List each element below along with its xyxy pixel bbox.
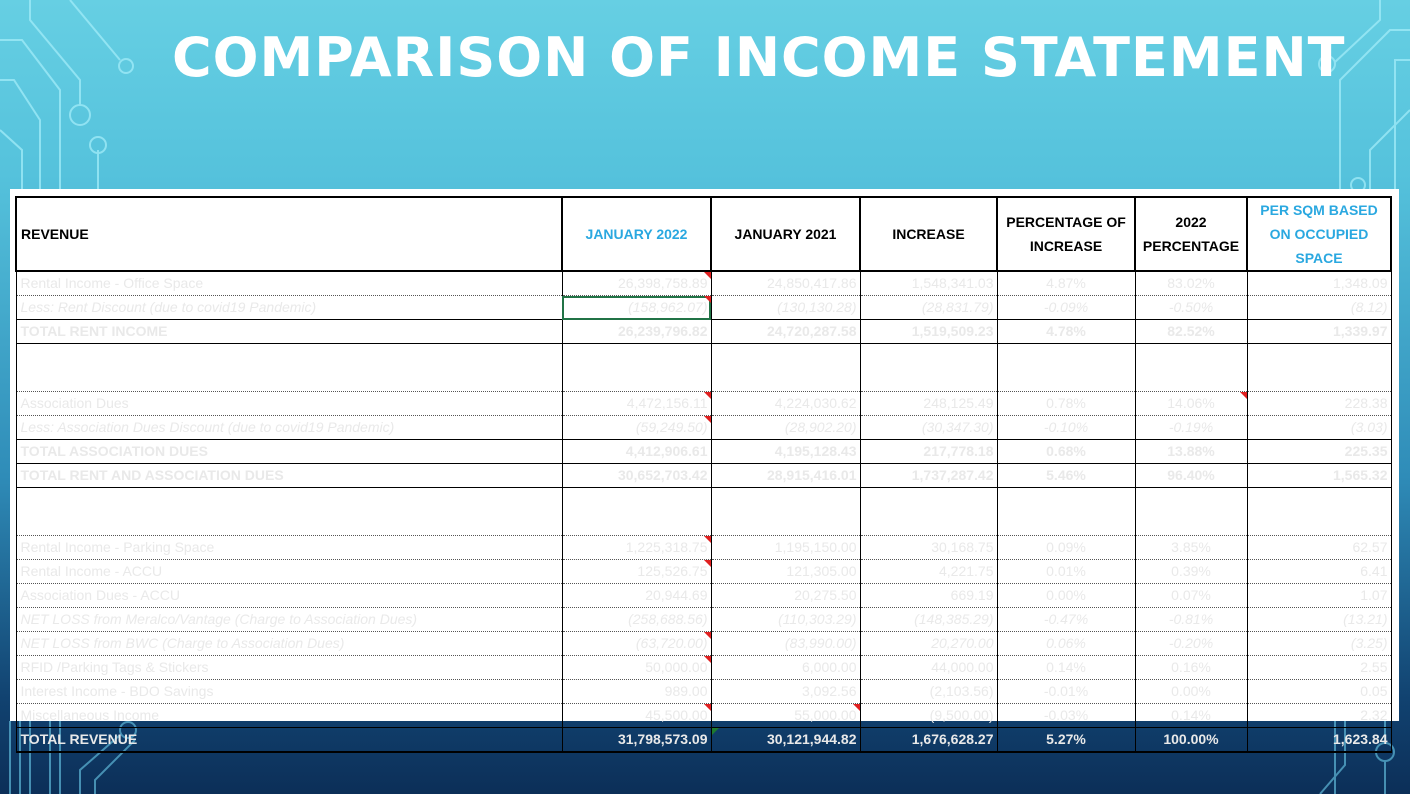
cell-increase-text: 20,270.00 xyxy=(931,635,994,651)
cell-percentage-of-increase[interactable] xyxy=(997,704,1135,728)
cell-percentage-of-increase[interactable] xyxy=(997,416,1135,440)
table-row xyxy=(16,416,1391,440)
cell-per-sqm[interactable] xyxy=(1247,584,1391,608)
cell-increase-text: 4,221.75 xyxy=(939,563,994,579)
cell-percentage-of-increase-text: -0.03% xyxy=(1043,707,1089,723)
cell-january-2022-text: (59,249.50) xyxy=(635,419,708,435)
cell-increase[interactable] xyxy=(860,320,997,344)
cell-per-sqm[interactable] xyxy=(1247,680,1391,704)
cell-january-2022-text: 1,225,318.75 xyxy=(625,539,708,555)
cell-percentage-of-increase[interactable] xyxy=(997,320,1135,344)
cell-per-sqm[interactable] xyxy=(1247,320,1391,344)
cell-increase-text: (148,385.29) xyxy=(914,611,994,627)
cell-january-2022[interactable] xyxy=(562,656,711,680)
row-label-text: Rental Income - Office Space xyxy=(20,275,204,291)
cell-increase-text: (30,347.30) xyxy=(921,419,994,435)
cell-per-sqm-text: (3.03) xyxy=(1350,419,1388,435)
cell-2022-percentage-text: 0.14% xyxy=(1171,707,1211,723)
cell-increase[interactable] xyxy=(860,728,997,753)
row-label-text: TOTAL REVENUE xyxy=(20,731,138,747)
row-label[interactable] xyxy=(16,392,562,416)
cell-per-sqm-text: 1,623.84 xyxy=(1333,731,1388,747)
cell-january-2022-text: 30,652,703.42 xyxy=(617,467,708,483)
cell-january-2021[interactable] xyxy=(711,488,860,536)
row-label-text: Rental Income - ACCU xyxy=(20,563,163,579)
cell-january-2021[interactable] xyxy=(711,680,860,704)
table-row xyxy=(16,584,1391,608)
cell-increase[interactable] xyxy=(860,392,997,416)
cell-january-2021[interactable] xyxy=(711,536,860,560)
cell-2022-percentage[interactable] xyxy=(1135,488,1247,536)
cell-per-sqm-text: 228.38 xyxy=(1344,395,1388,411)
cell-january-2022[interactable] xyxy=(562,464,711,488)
cell-percentage-of-increase-text: 0.14% xyxy=(1046,659,1086,675)
cell-percentage-of-increase-text: 0.06% xyxy=(1046,635,1086,651)
cell-january-2022[interactable] xyxy=(562,560,711,584)
table-row xyxy=(16,320,1391,344)
row-label-text: Miscellaneous Income xyxy=(20,707,160,723)
cell-2022-percentage[interactable] xyxy=(1135,344,1247,392)
cell-percentage-of-increase[interactable] xyxy=(997,344,1135,392)
income-statement-table xyxy=(15,196,1392,753)
row-label-text: TOTAL RENT INCOME xyxy=(20,323,168,339)
row-label-text: TOTAL ASSOCIATION DUES xyxy=(20,443,208,459)
cell-percentage-of-increase[interactable] xyxy=(997,296,1135,320)
cell-per-sqm-text: (13.21) xyxy=(1343,611,1388,627)
cell-january-2021[interactable] xyxy=(711,392,860,416)
cell-january-2022[interactable] xyxy=(562,416,711,440)
cell-2022-percentage-text: -0.81% xyxy=(1168,611,1214,627)
cell-percentage-of-increase[interactable] xyxy=(997,440,1135,464)
row-label[interactable] xyxy=(16,320,562,344)
cell-percentage-of-increase-text: 0.00% xyxy=(1046,587,1086,603)
cell-2022-percentage-text: -0.20% xyxy=(1168,635,1214,651)
cell-january-2021[interactable] xyxy=(711,704,860,728)
row-label[interactable] xyxy=(16,344,562,392)
table-row xyxy=(16,488,1391,536)
header-percentage-of-increase[interactable]: PERCENTAGE OF INCREASE xyxy=(997,197,1135,271)
cell-percentage-of-increase-text: 0.01% xyxy=(1046,563,1086,579)
cell-january-2022[interactable] xyxy=(562,704,711,728)
row-label-text: Association Dues - ACCU xyxy=(20,587,181,603)
cell-increase-text: 1,548,341.03 xyxy=(911,275,994,291)
row-label-text: TOTAL RENT AND ASSOCIATION DUES xyxy=(20,467,284,483)
row-label[interactable] xyxy=(16,416,562,440)
cell-increase[interactable] xyxy=(860,632,997,656)
cell-january-2021-text: 4,195,128.43 xyxy=(774,443,857,459)
table-row xyxy=(16,680,1391,704)
cell-per-sqm[interactable] xyxy=(1247,704,1391,728)
comment-indicator-icon[interactable] xyxy=(704,392,711,399)
header-january-2021[interactable]: JANUARY 2021 xyxy=(711,197,860,271)
row-label-text: NET LOSS from BWC (Charge to Association Dues) xyxy=(20,635,345,651)
cell-2022-percentage-text: 0.07% xyxy=(1171,587,1211,603)
cell-january-2021[interactable] xyxy=(711,632,860,656)
cell-january-2022[interactable] xyxy=(562,392,711,416)
table-header-row xyxy=(16,197,1391,271)
cell-2022-percentage-text: 0.39% xyxy=(1171,563,1211,579)
cell-january-2021[interactable] xyxy=(711,296,860,320)
cell-increase[interactable] xyxy=(860,608,997,632)
cell-increase-text: 248,125.49 xyxy=(923,395,994,411)
cell-january-2021[interactable] xyxy=(711,560,860,584)
row-label[interactable] xyxy=(16,728,562,753)
cell-percentage-of-increase-text: 5.27% xyxy=(1046,731,1086,747)
row-label[interactable] xyxy=(16,488,562,536)
header-2022-percentage[interactable]: 2022 PERCENTAGE xyxy=(1135,197,1247,271)
row-label[interactable] xyxy=(16,536,562,560)
cell-january-2022[interactable] xyxy=(562,632,711,656)
row-label[interactable] xyxy=(16,560,562,584)
cell-2022-percentage[interactable] xyxy=(1135,656,1247,680)
header-increase[interactable]: INCREASE xyxy=(860,197,997,271)
cell-january-2022-text: 50,000.00 xyxy=(645,659,708,675)
cell-per-sqm-text: (8.12) xyxy=(1350,299,1388,315)
cell-per-sqm[interactable] xyxy=(1247,656,1391,680)
cell-january-2021[interactable] xyxy=(711,440,860,464)
cell-january-2022-text: 125,526.75 xyxy=(637,563,708,579)
cell-january-2022[interactable] xyxy=(562,296,711,320)
comment-indicator-icon[interactable] xyxy=(704,560,711,567)
cell-per-sqm-text: 1.07 xyxy=(1360,587,1388,603)
cell-percentage-of-increase-text: 0.78% xyxy=(1046,395,1086,411)
cell-per-sqm-text: 2.32 xyxy=(1360,707,1388,723)
cell-percentage-of-increase-text: 0.09% xyxy=(1046,539,1086,555)
cell-per-sqm[interactable] xyxy=(1247,488,1391,536)
cell-per-sqm-text: 1,348.09 xyxy=(1333,275,1388,291)
cell-per-sqm-text: 6.41 xyxy=(1360,563,1388,579)
cell-per-sqm[interactable] xyxy=(1247,560,1391,584)
cell-january-2022[interactable] xyxy=(562,680,711,704)
cell-percentage-of-increase[interactable] xyxy=(997,608,1135,632)
cell-percentage-of-increase[interactable] xyxy=(997,680,1135,704)
cell-per-sqm[interactable] xyxy=(1247,344,1391,392)
cell-january-2022-text: 989.00 xyxy=(664,683,708,699)
cell-percentage-of-increase-text: -0.10% xyxy=(1043,419,1089,435)
cell-2022-percentage[interactable] xyxy=(1135,392,1247,416)
cell-increase-text: (2,103.56) xyxy=(929,683,994,699)
cell-january-2022-text: 4,412,906.61 xyxy=(625,443,708,459)
cell-per-sqm[interactable] xyxy=(1247,271,1391,296)
cell-per-sqm-text: (3.25) xyxy=(1350,635,1388,651)
cell-increase[interactable] xyxy=(860,296,997,320)
cell-january-2021-text: 30,121,944.82 xyxy=(766,731,857,747)
cell-january-2021[interactable] xyxy=(711,416,860,440)
cell-increase[interactable] xyxy=(860,536,997,560)
cell-per-sqm[interactable] xyxy=(1247,632,1391,656)
table-row xyxy=(16,271,1391,296)
cell-increase-text: 30,168.75 xyxy=(931,539,994,555)
comment-indicator-icon[interactable] xyxy=(704,656,711,663)
cell-2022-percentage[interactable] xyxy=(1135,560,1247,584)
cell-increase[interactable] xyxy=(860,271,997,296)
cell-2022-percentage[interactable] xyxy=(1135,440,1247,464)
cell-january-2022[interactable] xyxy=(562,320,711,344)
row-label[interactable] xyxy=(16,680,562,704)
cell-january-2021[interactable] xyxy=(711,271,860,296)
cell-january-2021-text: 3,092.56 xyxy=(802,683,857,699)
cell-january-2022-text: 4,472,156.11 xyxy=(626,395,708,411)
table-row xyxy=(16,464,1391,488)
cell-percentage-of-increase-text: 4.87% xyxy=(1046,275,1086,291)
cell-percentage-of-increase[interactable] xyxy=(997,584,1135,608)
row-label-text: Association Dues xyxy=(20,395,129,411)
cell-2022-percentage-text: 14.06% xyxy=(1167,395,1215,411)
cell-january-2021-text: (130,130.28) xyxy=(777,299,857,315)
row-label-text: Rental Income - Parking Space xyxy=(20,539,215,555)
cell-2022-percentage-text: 13.88% xyxy=(1167,443,1215,459)
cell-january-2021-text: 28,915,416.01 xyxy=(766,467,857,483)
cell-2022-percentage[interactable] xyxy=(1135,632,1247,656)
row-label[interactable] xyxy=(16,440,562,464)
cell-2022-percentage[interactable] xyxy=(1135,320,1247,344)
cell-percentage-of-increase[interactable] xyxy=(997,728,1135,753)
cell-increase[interactable] xyxy=(860,440,997,464)
cell-increase-text: 1,737,287.42 xyxy=(911,467,994,483)
cell-per-sqm-text: 1,565.32 xyxy=(1333,467,1388,483)
cell-january-2021-text: 4,224,030.62 xyxy=(774,395,857,411)
row-label[interactable] xyxy=(16,584,562,608)
cell-increase-text: 44,000.00 xyxy=(931,659,994,675)
cell-january-2022[interactable] xyxy=(562,440,711,464)
cell-per-sqm[interactable] xyxy=(1247,608,1391,632)
cell-increase[interactable] xyxy=(860,584,997,608)
comment-indicator-icon[interactable] xyxy=(704,296,711,303)
header-per-sqm[interactable]: PER SQM BASED ON OCCUPIED SPACE xyxy=(1247,197,1391,271)
header-revenue[interactable]: REVENUE xyxy=(16,197,562,271)
cell-percentage-of-increase[interactable] xyxy=(997,656,1135,680)
comment-indicator-icon[interactable] xyxy=(704,416,711,423)
cell-2022-percentage-text: 0.00% xyxy=(1171,683,1211,699)
slide-title: COMPARISON OF INCOME STATEMENT xyxy=(172,26,1346,89)
cell-january-2022-text: 31,798,573.09 xyxy=(617,731,708,747)
row-label-text: Interest Income - BDO Savings xyxy=(20,683,214,699)
cell-january-2022-text: 26,398,758.89 xyxy=(617,275,708,291)
cell-january-2021[interactable] xyxy=(711,464,860,488)
cell-january-2021-text: 20,275.50 xyxy=(794,587,857,603)
cell-per-sqm-text: 225.35 xyxy=(1344,443,1388,459)
cell-increase-text: (9,500.00) xyxy=(929,707,994,723)
cell-january-2022[interactable] xyxy=(562,608,711,632)
cell-january-2022[interactable] xyxy=(562,488,711,536)
cell-percentage-of-increase-text: 5.46% xyxy=(1046,467,1086,483)
cell-percentage-of-increase[interactable] xyxy=(997,536,1135,560)
table-row xyxy=(16,728,1391,753)
cell-increase-text: 1,676,628.27 xyxy=(911,731,994,747)
cell-january-2021-text: (110,303.29) xyxy=(778,611,857,627)
cell-january-2021-text: 1,195,150.00 xyxy=(774,539,857,555)
income-statement-card xyxy=(10,189,1399,747)
cell-percentage-of-increase[interactable] xyxy=(997,632,1135,656)
cell-per-sqm[interactable] xyxy=(1247,416,1391,440)
cell-2022-percentage[interactable] xyxy=(1135,416,1247,440)
cell-percentage-of-increase[interactable] xyxy=(997,392,1135,416)
cell-per-sqm-text: 1,339.97 xyxy=(1333,323,1388,339)
cell-2022-percentage-text: 100.00% xyxy=(1163,731,1219,747)
cell-percentage-of-increase-text: -0.01% xyxy=(1043,683,1089,699)
cell-per-sqm-text: 62.57 xyxy=(1352,539,1388,555)
row-label-text: Less: Rent Discount (due to covid19 Pandemic) xyxy=(20,299,317,315)
cell-january-2022[interactable] xyxy=(562,271,711,296)
cell-per-sqm[interactable] xyxy=(1247,296,1391,320)
cell-2022-percentage-text: 82.52% xyxy=(1167,323,1215,339)
cell-increase[interactable] xyxy=(860,464,997,488)
cell-percentage-of-increase[interactable] xyxy=(997,271,1135,296)
cell-2022-percentage[interactable] xyxy=(1135,680,1247,704)
table-row xyxy=(16,608,1391,632)
cell-january-2022-text: (258,688.56) xyxy=(628,611,708,627)
cell-january-2022[interactable] xyxy=(562,584,711,608)
cell-increase[interactable] xyxy=(860,560,997,584)
cell-increase[interactable] xyxy=(860,704,997,728)
cell-january-2022[interactable] xyxy=(562,536,711,560)
cell-per-sqm[interactable] xyxy=(1247,440,1391,464)
cell-january-2021-text: (83,990.00) xyxy=(784,635,857,651)
cell-percentage-of-increase[interactable] xyxy=(997,560,1135,584)
row-label[interactable] xyxy=(16,271,562,296)
cell-january-2021[interactable] xyxy=(711,584,860,608)
cell-january-2021-text: 121,305.00 xyxy=(786,563,857,579)
cell-2022-percentage[interactable] xyxy=(1135,271,1247,296)
cell-january-2021-text: 24,720,287.58 xyxy=(766,323,857,339)
cell-percentage-of-increase[interactable] xyxy=(997,464,1135,488)
cell-per-sqm-text: 0.05 xyxy=(1360,683,1388,699)
cell-per-sqm-text: 2.55 xyxy=(1360,659,1388,675)
cell-2022-percentage-text: 83.02% xyxy=(1167,275,1215,291)
cell-january-2021[interactable] xyxy=(711,656,860,680)
table-row xyxy=(16,440,1391,464)
table-row xyxy=(16,392,1391,416)
cell-per-sqm[interactable] xyxy=(1247,392,1391,416)
cell-january-2021[interactable] xyxy=(711,728,860,753)
cell-2022-percentage-text: 3.85% xyxy=(1171,539,1211,555)
comment-indicator-icon[interactable] xyxy=(704,704,711,711)
table-row xyxy=(16,296,1391,320)
cell-increase[interactable] xyxy=(860,344,997,392)
cell-2022-percentage-text: 0.16% xyxy=(1171,659,1211,675)
cell-january-2022-text: (63,720.00) xyxy=(635,635,708,651)
cell-january-2021[interactable] xyxy=(711,608,860,632)
cell-increase[interactable] xyxy=(860,656,997,680)
table-row xyxy=(16,704,1391,728)
cell-2022-percentage-text: -0.50% xyxy=(1168,299,1214,315)
cell-2022-percentage[interactable] xyxy=(1135,728,1247,753)
row-label-text: Less: Association Dues Discount (due to covid19 Pandemic) xyxy=(20,419,395,435)
cell-increase[interactable] xyxy=(860,680,997,704)
cell-percentage-of-increase-text: -0.09% xyxy=(1043,299,1089,315)
cell-percentage-of-increase-text: 4.78% xyxy=(1046,323,1086,339)
cell-january-2022-text: 45,500.00 xyxy=(645,707,708,723)
cell-january-2022[interactable] xyxy=(562,344,711,392)
row-label[interactable] xyxy=(16,632,562,656)
row-label[interactable] xyxy=(16,704,562,728)
row-label-text: RFID /Parking Tags & Stickers xyxy=(20,659,209,675)
row-label[interactable] xyxy=(16,656,562,680)
cell-per-sqm[interactable] xyxy=(1247,728,1391,753)
header-january-2022[interactable]: JANUARY 2022 xyxy=(562,197,711,271)
error-indicator-icon[interactable] xyxy=(712,728,719,735)
cell-2022-percentage[interactable] xyxy=(1135,464,1247,488)
cell-january-2022-text: 20,944.69 xyxy=(645,587,708,603)
table-row xyxy=(16,344,1391,392)
row-label[interactable] xyxy=(16,296,562,320)
cell-2022-percentage-text: -0.19% xyxy=(1168,419,1214,435)
cell-percentage-of-increase[interactable] xyxy=(997,488,1135,536)
cell-january-2021-text: (28,902.20) xyxy=(784,419,857,435)
table-row xyxy=(16,632,1391,656)
cell-2022-percentage-text: 96.40% xyxy=(1167,467,1215,483)
comment-indicator-icon[interactable] xyxy=(704,272,711,279)
cell-january-2022-text: (158,962.07) xyxy=(628,299,708,315)
cell-january-2021[interactable] xyxy=(711,344,860,392)
cell-2022-percentage[interactable] xyxy=(1135,704,1247,728)
row-label-text: NET LOSS from Meralco/Vantage (Charge to Association Dues) xyxy=(20,611,418,627)
table-row xyxy=(16,656,1391,680)
cell-2022-percentage[interactable] xyxy=(1135,584,1247,608)
cell-january-2022[interactable] xyxy=(562,728,711,753)
cell-increase-text: 669.19 xyxy=(950,587,994,603)
comment-indicator-icon[interactable] xyxy=(704,536,711,543)
row-label[interactable] xyxy=(16,608,562,632)
comment-indicator-icon[interactable] xyxy=(853,704,860,711)
cell-january-2022-text: 26,239,796.82 xyxy=(617,323,708,339)
comment-indicator-icon[interactable] xyxy=(1240,392,1247,399)
cell-increase-text: 1,519,509.23 xyxy=(911,323,994,339)
table-row xyxy=(16,536,1391,560)
cell-january-2021-text: 55,000.00 xyxy=(794,707,857,723)
cell-january-2021-text: 24,850,417.86 xyxy=(766,275,857,291)
cell-2022-percentage[interactable] xyxy=(1135,536,1247,560)
cell-increase-text: (28,831.79) xyxy=(921,299,994,315)
cell-january-2021-text: 6,000.00 xyxy=(802,659,857,675)
cell-increase[interactable] xyxy=(860,488,997,536)
cell-2022-percentage[interactable] xyxy=(1135,608,1247,632)
cell-percentage-of-increase-text: -0.47% xyxy=(1043,611,1089,627)
cell-january-2021[interactable] xyxy=(711,320,860,344)
row-label[interactable] xyxy=(16,464,562,488)
table-row xyxy=(16,560,1391,584)
cell-increase[interactable] xyxy=(860,416,997,440)
cell-per-sqm[interactable] xyxy=(1247,536,1391,560)
cell-increase-text: 217,778.18 xyxy=(923,443,994,459)
comment-indicator-icon[interactable] xyxy=(704,632,711,639)
cell-per-sqm[interactable] xyxy=(1247,464,1391,488)
cell-2022-percentage[interactable] xyxy=(1135,296,1247,320)
cell-percentage-of-increase-text: 0.68% xyxy=(1046,443,1086,459)
